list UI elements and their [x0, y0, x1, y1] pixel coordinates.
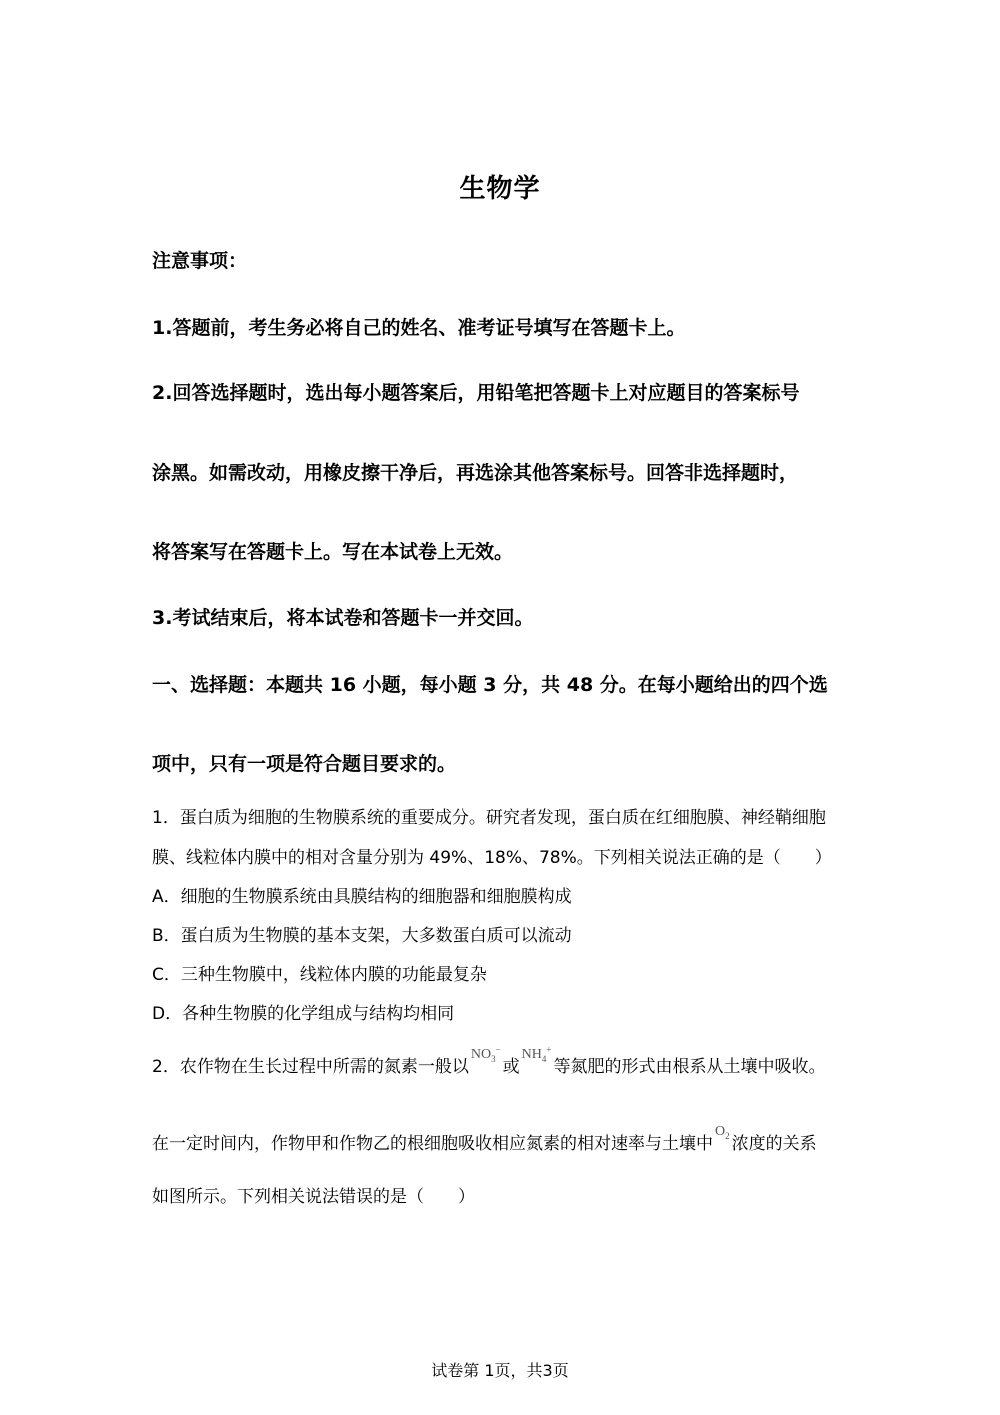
question-1-option-d: D．各种生物膜的化学组成与结构均相同 — [152, 1004, 455, 1024]
question-1-option-c: C．三种生物膜中，线粒体内膜的功能最复杂 — [152, 965, 487, 985]
notice-heading: 注意事项： — [152, 250, 248, 272]
notice-item-2-line-3: 将答案写在答题卡上。写在本试卷上无效。 — [152, 541, 514, 563]
page-footer: 试卷第 1页，共3页 — [431, 1361, 569, 1380]
nitrate-formula: NO3− — [470, 1044, 501, 1064]
question-2-text-d: 在一定时间内，作物甲和作物乙的根细胞吸收相应氮素的相对速率与土壤中 — [152, 1134, 713, 1154]
question-1-stem-line-2: 膜、线粒体内膜中的相对含量分别为 49%、18%、78%。下列相关说法正确的是（ ） — [152, 848, 832, 868]
ammonium-formula: NH4+ — [521, 1044, 552, 1064]
notice-item-2-line-1: 2.回答选择题时，选出每小题答案后，用铅笔把答题卡上对应题目的答案标号 — [152, 382, 800, 404]
question-2-stem-line-2 — [152, 1124, 817, 1155]
notice-item-2-line-2: 涂黑。如需改动，用橡皮擦干净后，再选涂其他答案标号。回答非选择题时， — [152, 462, 799, 484]
question-2-stem-line-3: 如图所示。下列相关说法错误的是（ ） — [152, 1187, 475, 1207]
question-2-stem-line-1 — [152, 1044, 826, 1078]
notice-item-3: 3.考试结束后，将本试卷和答题卡一并交回。 — [152, 607, 534, 629]
question-2-text-c: 等氮肥的形式由根系从土壤中吸收。 — [553, 1057, 826, 1077]
section-heading-line-1: 一、选择题：本题共 16 小题，每小题 3 分，共 48 分。在每小题给出的四个选 — [152, 674, 828, 696]
question-2-text-a: 2．农作物在生长过程中所需的氮素一般以 — [152, 1057, 469, 1077]
notice-item-1: 1.答题前，考生务必将自己的姓名、准考证号填写在答题卡上。 — [152, 317, 686, 339]
question-1-option-b: B．蛋白质为生物膜的基本支架，大多数蛋白质可以流动 — [152, 926, 572, 946]
oxygen-formula: O2 — [715, 1124, 730, 1141]
question-2-text-e: 浓度的关系 — [731, 1134, 817, 1154]
page-title: 生物学 — [459, 174, 541, 204]
question-1-stem-line-1: 1．蛋白质为细胞的生物膜系统的重要成分。研究者发现，蛋白质在红细胞膜、神经鞘细胞 — [152, 808, 826, 828]
section-heading-line-2: 项中，只有一项是符合题目要求的。 — [152, 753, 457, 775]
question-1-option-a: A．细胞的生物膜系统由具膜结构的细胞器和细胞膜构成 — [152, 887, 572, 907]
question-2-text-b: 或 — [502, 1057, 520, 1077]
